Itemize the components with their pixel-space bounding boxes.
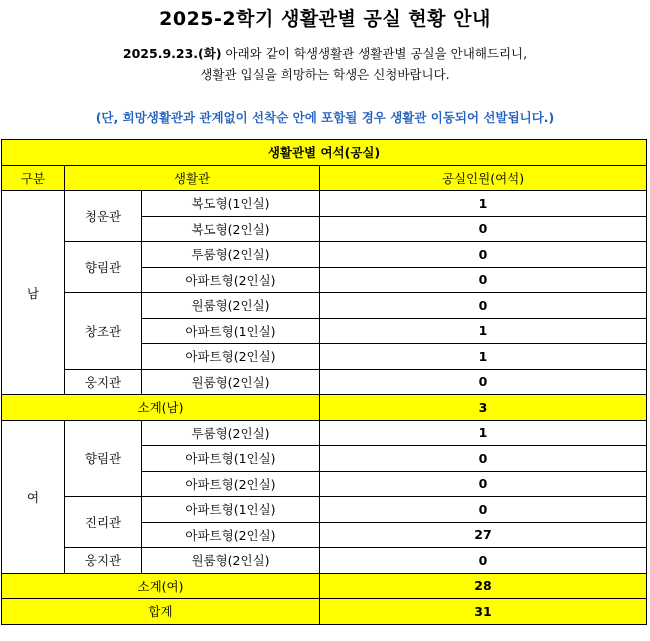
intro-line-2: 생활관 입실을 희망하는 학생은 신청바랍니다.: [200, 67, 450, 82]
table-row: [2, 548, 647, 574]
room-type-cell: 투룸형(2인실): [142, 242, 320, 268]
table-row: [2, 191, 647, 217]
total-label: 합계: [2, 599, 320, 625]
vacancy-count-cell: 0: [320, 216, 647, 242]
subtotal-label: 소계(여): [2, 573, 320, 599]
table-row: [2, 497, 647, 523]
room-type-cell: 원룸형(2인실): [142, 293, 320, 319]
room-type-cell: 복도형(2인실): [142, 216, 320, 242]
vacancy-count-cell: 1: [320, 420, 647, 446]
table-row: [2, 293, 647, 319]
table-title: 생활관별 여석(공실): [2, 140, 647, 166]
subtotal-value: 28: [320, 573, 647, 599]
hall-name-cell: 향림관: [65, 242, 142, 293]
vacancy-count-cell: 0: [320, 471, 647, 497]
hall-name-cell: 웅지관: [65, 369, 142, 395]
table-row: [2, 242, 647, 268]
subtotal-label: 소계(남): [2, 395, 320, 421]
room-type-cell: 아파트형(2인실): [142, 522, 320, 548]
room-type-cell: 아파트형(2인실): [142, 344, 320, 370]
intro-line-1: [0, 43, 650, 64]
vacancy-count-cell: 27: [320, 522, 647, 548]
subtotal-value: 3: [320, 395, 647, 421]
page-title: 2025-2학기 생활관별 공실 현황 안내: [159, 8, 491, 30]
hall-name-cell: 진리관: [65, 497, 142, 548]
room-type-cell: 아파트형(1인실): [142, 446, 320, 472]
hall-name-cell: 웅지관: [65, 548, 142, 574]
room-type-cell: 아파트형(1인실): [142, 497, 320, 523]
table-header-row: [2, 165, 647, 191]
vacancy-table: [1, 139, 647, 625]
vacancy-count-cell: 1: [320, 344, 647, 370]
room-type-cell: 복도형(1인실): [142, 191, 320, 217]
notice-text: (단, 희망생활관과 관계없이 선착순 안에 포함될 경우 생활관 이동되어 선발됩니다.): [95, 110, 555, 125]
col-header-category: 구분: [2, 165, 65, 191]
room-type-cell: 아파트형(2인실): [142, 471, 320, 497]
vacancy-count-cell: 0: [320, 293, 647, 319]
col-header-vacancy: 공실인원(여석): [320, 165, 647, 191]
col-header-hall: 생활관: [65, 165, 320, 191]
vacancy-count-cell: 1: [320, 318, 647, 344]
vacancy-count-cell: 0: [320, 242, 647, 268]
hall-name-cell: 향림관: [65, 420, 142, 497]
table-row: [2, 369, 647, 395]
subtotal-row: [2, 395, 647, 421]
room-type-cell: 원룸형(2인실): [142, 548, 320, 574]
total-row: [2, 599, 647, 625]
room-type-cell: 아파트형(1인실): [142, 318, 320, 344]
room-type-cell: 투룸형(2인실): [142, 420, 320, 446]
intro-date: 2025.9.23.(화): [122, 46, 222, 61]
room-type-cell: 아파트형(2인실): [142, 267, 320, 293]
hall-name-cell: 창조관: [65, 293, 142, 370]
table-row: [2, 420, 647, 446]
vacancy-table-body: [2, 140, 647, 625]
vacancy-count-cell: 0: [320, 267, 647, 293]
gender-cell: 남: [2, 191, 65, 395]
subtotal-row: [2, 573, 647, 599]
room-type-cell: 원룸형(2인실): [142, 369, 320, 395]
vacancy-count-cell: 0: [320, 369, 647, 395]
vacancy-count-cell: 0: [320, 446, 647, 472]
intro-text: [0, 43, 650, 85]
intro-line-1-text: 아래와 같이 학생생활관 생활관별 공실을 안내해드리니,: [221, 46, 528, 61]
vacancy-count-cell: 0: [320, 548, 647, 574]
table-title-row: [2, 140, 647, 166]
gender-cell: 여: [2, 420, 65, 573]
vacancy-count-cell: 0: [320, 497, 647, 523]
vacancy-count-cell: 1: [320, 191, 647, 217]
hall-name-cell: 청운관: [65, 191, 142, 242]
total-value: 31: [320, 599, 647, 625]
